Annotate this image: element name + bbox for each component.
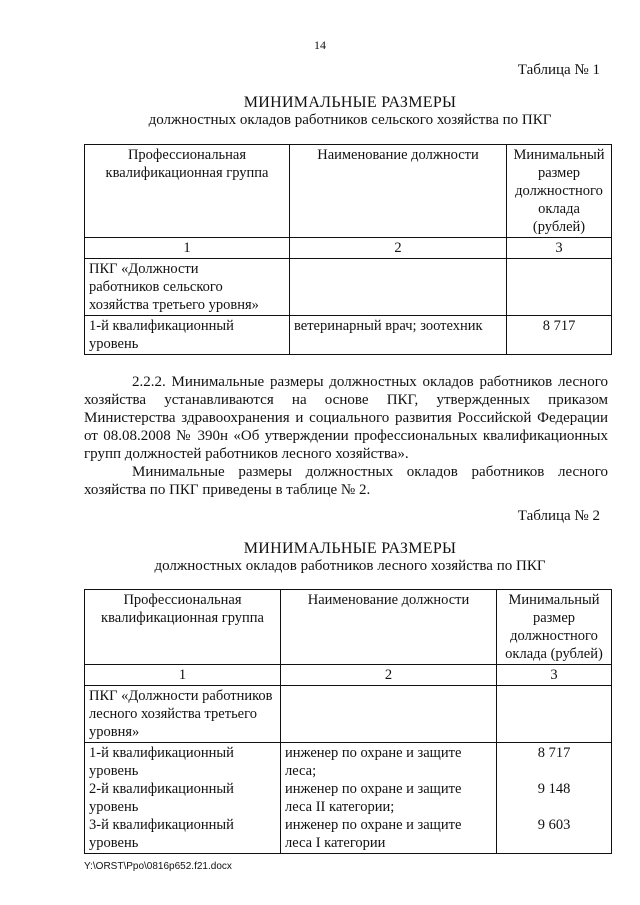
table2-levels-cell [85, 743, 281, 854]
table1-position-cell: ветеринарный врач; зоотехник [290, 316, 507, 355]
table1-group-cell: 1-й квалификационный уровень [85, 316, 290, 355]
table2 [84, 589, 612, 854]
table1-number-row [85, 238, 612, 259]
table2-salary: 9 603 [537, 817, 571, 833]
table1-header-position: Наименование должности [290, 145, 507, 238]
table2-position: инженер по охране и защите леса I категории [285, 817, 462, 851]
table2-position: инженер по охране и защите леса II категории; [285, 781, 462, 815]
table2-header-salary: Минимальный размер должностного оклада (рублей) [497, 590, 612, 665]
table2-label: Таблица № 2 [517, 508, 600, 524]
table1-colnum: 1 [85, 238, 290, 259]
table2-colnum: 2 [281, 665, 497, 686]
table2-colnum: 1 [85, 665, 281, 686]
table2-level: 1-й квалификационный уровень [89, 745, 234, 779]
table-row [85, 743, 612, 854]
table2-empty-cell [281, 686, 497, 743]
table1-header-group: Профессиональная квалификационная группа [85, 145, 290, 238]
page-number: 14 [314, 38, 326, 52]
table2-header-position: Наименование должности [281, 590, 497, 665]
table1-position-cell [290, 259, 507, 316]
table1-header-row [85, 145, 612, 238]
table2-level: 2-й квалификационный уровень [89, 781, 234, 815]
table1-label: Таблица № 1 [517, 62, 600, 78]
table2-title: МИНИМАЛЬНЫЕ РАЗМЕРЫ [243, 540, 457, 557]
table2-position: инженер по охране и защите леса; [285, 745, 462, 779]
table2-group-cell: ПКГ «Должности работников лесного хозяйства третьего уровня» [85, 686, 281, 743]
footer-file-path: Y:\ORST\Ppo\0816p652.f21.docx [84, 861, 232, 872]
table1-header-salary: Минимальный размер должностного оклада (рублей) [507, 145, 612, 238]
table2-colnum: 3 [497, 665, 612, 686]
table1-colnum: 2 [290, 238, 507, 259]
table2-empty-cell [497, 686, 612, 743]
table2-number-row [85, 665, 612, 686]
table2-salary: 8 717 [537, 745, 571, 761]
table2-subtitle: должностных окладов работников лесного хозяйства по ПКГ [154, 558, 546, 574]
table1-group-cell: ПКГ «Должности работников сельского хозяйства третьего уровня» [85, 259, 290, 316]
table2-salary: 9 148 [537, 781, 571, 797]
table1-salary-cell [507, 259, 612, 316]
table1-title: МИНИМАЛЬНЫЕ РАЗМЕРЫ [243, 94, 457, 111]
table2-level: 3-й квалификационный уровень [89, 817, 234, 851]
paragraph-table2-ref: Минимальные размеры должностных окладов работников лесного хозяйства по ПКГ приведены в таблице № 2. [84, 464, 608, 498]
table-row [85, 686, 612, 743]
table1-subtitle: должностных окладов работников сельского хозяйства по ПКГ [148, 112, 552, 128]
table-row [85, 259, 612, 316]
table2-header-group: Профессиональная квалификационная группа [85, 590, 281, 665]
paragraph-2-2-2: 2.2.2. Минимальные размеры должностных окладов работников лесного хозяйства устанавливаются на основе ПКГ, утвержденных приказом Министерства здравоохранения и социального развития Российской Федерации от 08.08.2008 № 390н «Об утверждении профессиональных квалификационных групп должностей работников лесного хозяйства». [84, 374, 608, 462]
table1 [84, 144, 612, 355]
table2-positions-cell [281, 743, 497, 854]
table1-salary-cell: 8 717 [507, 316, 612, 355]
table-row [85, 316, 612, 355]
table1-colnum: 3 [507, 238, 612, 259]
table2-salaries-cell [497, 743, 612, 854]
table2-header-row [85, 590, 612, 665]
